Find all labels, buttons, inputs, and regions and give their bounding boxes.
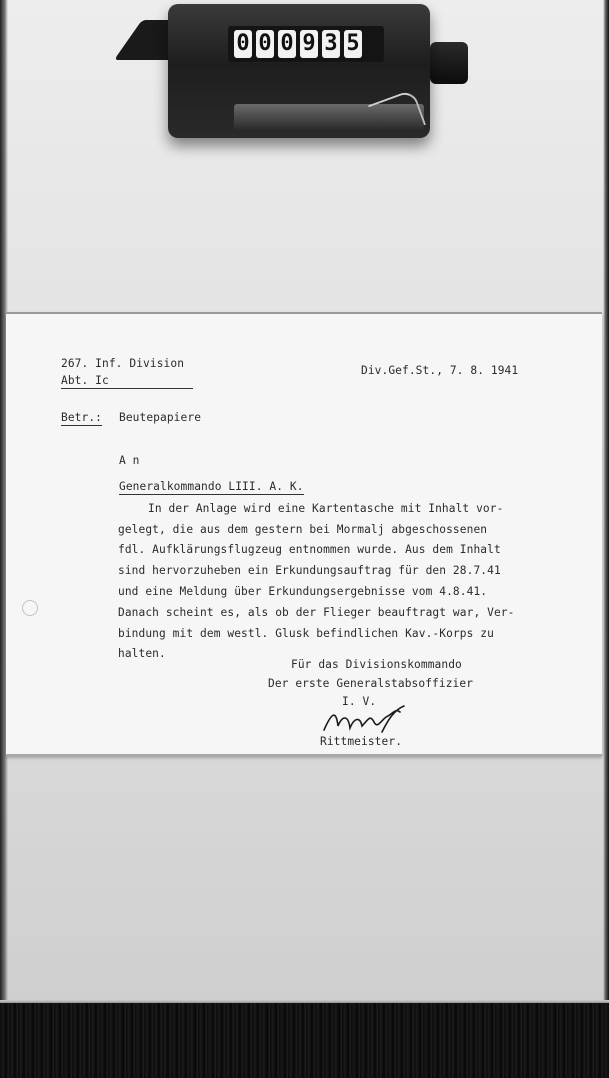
body-line: gelegt, die aus dem gestern bei Mormalj abgeschossenen bbox=[118, 523, 488, 536]
handwritten-signature bbox=[318, 700, 418, 740]
letterhead-section: Abt. Ic bbox=[61, 374, 193, 389]
body-line: halten. bbox=[118, 647, 166, 660]
closing-rank: Rittmeister. bbox=[320, 735, 403, 748]
body-line: Danach scheint es, als ob der Flieger beauftragt war, Ver- bbox=[118, 606, 515, 619]
recipient-addressee: Generalkommando LIII. A. K. bbox=[119, 480, 304, 493]
letterhead-unit: 267. Inf. Division bbox=[61, 357, 185, 370]
film-bottom-band bbox=[0, 1003, 609, 1078]
counter-shaft bbox=[430, 42, 468, 84]
closing-line: Der erste Generalstabsoffizier bbox=[268, 677, 474, 690]
body-line: sind hervorzuheben ein Erkundungsauftrag für den 28.7.41 bbox=[118, 564, 501, 577]
body-line: In der Anlage wird eine Kartentasche mit Inhalt vor- bbox=[148, 502, 504, 515]
frame-counter bbox=[168, 4, 430, 138]
recipient-salutation: A n bbox=[119, 454, 140, 467]
subject-label: Betr.: bbox=[61, 411, 103, 424]
closing-line: I. V. bbox=[342, 695, 377, 708]
counter-digit: 0 bbox=[234, 30, 252, 58]
subject-value: Beutepapiere bbox=[119, 411, 202, 424]
counter-digit: 0 bbox=[278, 30, 296, 58]
film-edge-right bbox=[603, 0, 609, 1000]
body-line: und eine Meldung über Erkundungsergebnisse vom 4.8.41. bbox=[118, 585, 488, 598]
body-line: fdl. Aufklärungsflugzeug entnommen wurde. Aus dem Inhalt bbox=[118, 543, 501, 556]
letterhead-place-date: Div.Gef.St., 7. 8. 1941 bbox=[361, 364, 519, 377]
body-line: bindung mit dem westl. Glusk befindlichen Kav.-Korps zu bbox=[118, 627, 494, 640]
counter-window bbox=[228, 26, 384, 62]
punch-hole bbox=[22, 600, 38, 616]
counter-wire bbox=[368, 89, 426, 141]
counter-digit: 9 bbox=[300, 30, 318, 58]
counter-digit: 5 bbox=[344, 30, 362, 58]
counter-digit: 3 bbox=[322, 30, 340, 58]
counter-digit: 0 bbox=[256, 30, 274, 58]
closing-line: Für das Divisionskommando bbox=[291, 658, 462, 671]
